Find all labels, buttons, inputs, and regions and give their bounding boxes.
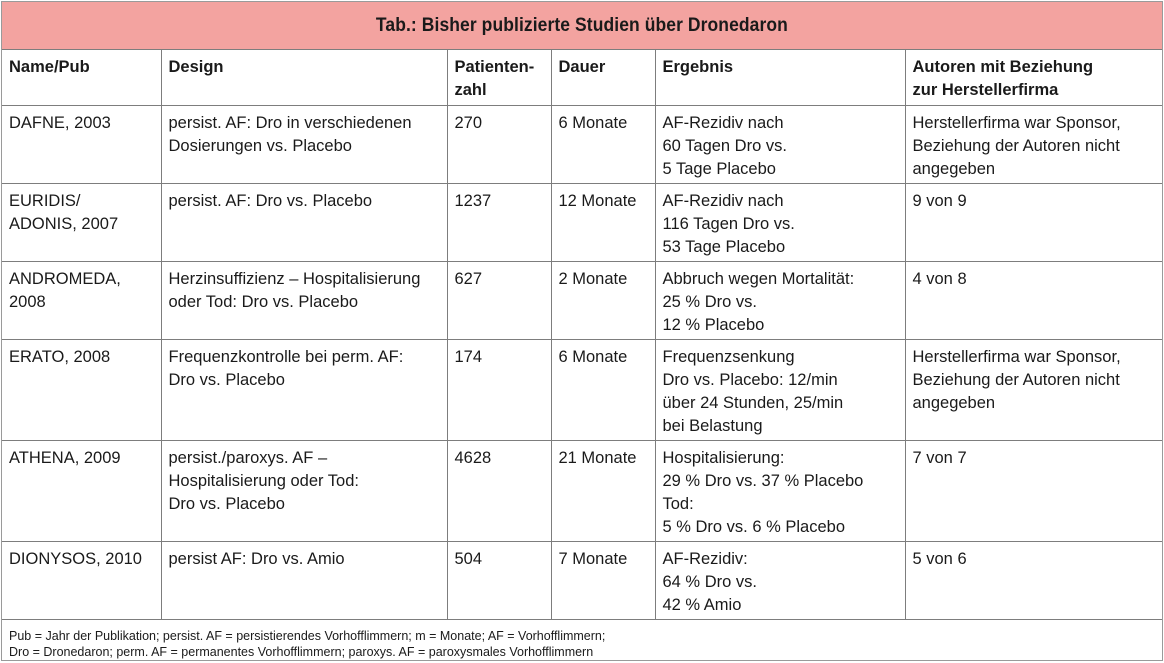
cell-result: Abbruch wegen Mortalität: 25 % Dro vs. 12 % Placebo [655,262,905,340]
table-row [2,106,1162,184]
cell-name-pub: ANDROMEDA, 2008 [2,262,161,340]
cell-name-pub: DAFNE, 2003 [2,106,161,184]
cell-design: persist. AF: Dro vs. Placebo [161,184,447,262]
cell-duration: 7 Monate [551,542,655,620]
table-row [2,542,1162,620]
header-row [2,50,1162,106]
cell-patient-count: 270 [447,106,551,184]
cell-patient-count: 504 [447,542,551,620]
header-patient-count: Patienten- zahl [447,50,551,106]
cell-design: Herzinsuffizienz – Hospitalisierung oder Tod: Dro vs. Placebo [161,262,447,340]
cell-patient-count: 627 [447,262,551,340]
header-authors: Autoren mit Beziehung zur Herstellerfirma [905,50,1162,106]
footnote [2,620,1162,660]
cell-design: Frequenzkontrolle bei perm. AF: Dro vs. Placebo [161,340,447,441]
header-duration: Dauer [551,50,655,106]
cell-authors: 7 von 7 [905,441,1162,542]
table-title-bar [2,2,1162,50]
cell-result: Hospitalisierung: 29 % Dro vs. 37 % Placebo Tod: 5 % Dro vs. 6 % Placebo [655,441,905,542]
footnote-line: Pub = Jahr der Publikation; persist. AF = persistierendes Vorhofflimmern; m = Monate; AF = Vorhofflimmern; [9,629,606,643]
header-design: Design [161,50,447,106]
cell-design: persist. AF: Dro in verschiedenen Dosierungen vs. Placebo [161,106,447,184]
table-row [2,184,1162,262]
cell-duration: 2 Monate [551,262,655,340]
study-table [2,50,1162,620]
table-title: Tab.: Bisher publizierte Studien über Dronedaron [375,14,788,36]
cell-duration: 21 Monate [551,441,655,542]
cell-duration: 6 Monate [551,340,655,441]
header-name-pub: Name/Pub [2,50,161,106]
cell-result: AF-Rezidiv nach 116 Tagen Dro vs. 53 Tage Placebo [655,184,905,262]
cell-authors: Herstellerfirma war Sponsor, Beziehung der Autoren nicht angegeben [905,106,1162,184]
cell-patient-count: 174 [447,340,551,441]
cell-name-pub: DIONYSOS, 2010 [2,542,161,620]
cell-authors: 9 von 9 [905,184,1162,262]
cell-authors: Herstellerfirma war Sponsor, Beziehung der Autoren nicht angegeben [905,340,1162,441]
header-result: Ergebnis [655,50,905,106]
cell-duration: 6 Monate [551,106,655,184]
cell-authors: 5 von 6 [905,542,1162,620]
cell-design: persist./paroxys. AF – Hospitalisierung oder Tod: Dro vs. Placebo [161,441,447,542]
cell-patient-count: 4628 [447,441,551,542]
footnote-line: Dro = Dronedaron; perm. AF = permanentes Vorhofflimmern; paroxys. AF = paroxysmales Vorhofflimmern [9,645,594,659]
table-row [2,441,1162,542]
cell-result: Frequenzsenkung Dro vs. Placebo: 12/min über 24 Stunden, 25/min bei Belastung [655,340,905,441]
study-table-figure [1,1,1163,661]
cell-name-pub: EURIDIS/ ADONIS, 2007 [2,184,161,262]
table-row [2,262,1162,340]
table-row [2,340,1162,441]
cell-duration: 12 Monate [551,184,655,262]
cell-result: AF-Rezidiv nach 60 Tagen Dro vs. 5 Tage Placebo [655,106,905,184]
cell-patient-count: 1237 [447,184,551,262]
cell-authors: 4 von 8 [905,262,1162,340]
cell-result: AF-Rezidiv: 64 % Dro vs. 42 % Amio [655,542,905,620]
cell-name-pub: ERATO, 2008 [2,340,161,441]
cell-name-pub: ATHENA, 2009 [2,441,161,542]
cell-design: persist AF: Dro vs. Amio [161,542,447,620]
